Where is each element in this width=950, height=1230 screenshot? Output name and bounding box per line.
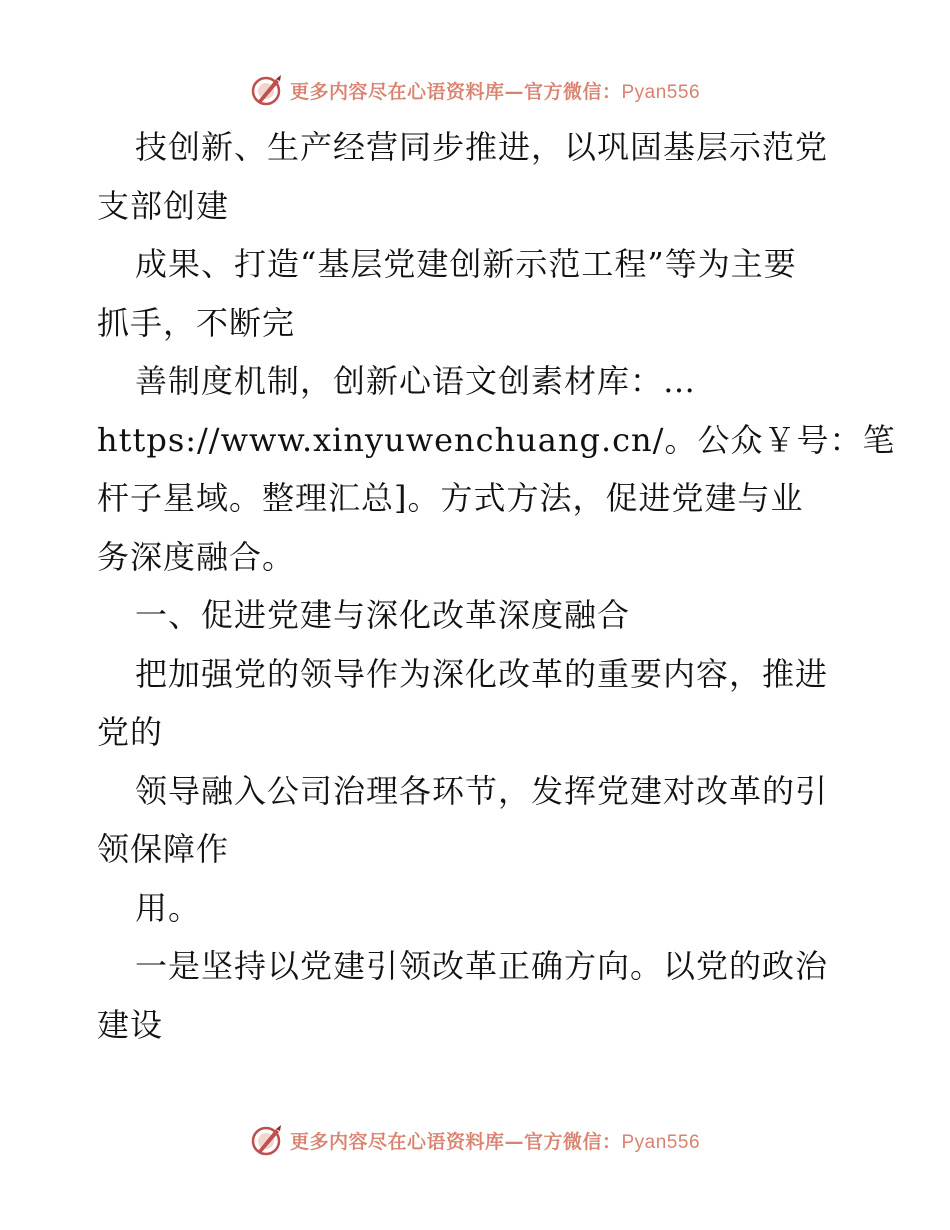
quill-pen-logo-icon xyxy=(250,73,284,107)
footer-watermark xyxy=(0,1120,950,1160)
text-line: 杆子星域。整理汇总]。方式方法，促进党建与业 xyxy=(97,479,804,517)
watermark-text: 更多内容尽在心语资料库—官方微信：Pyan556 xyxy=(289,80,701,103)
watermark-text: 更多内容尽在心语资料库—官方微信：Pyan556 xyxy=(289,1130,701,1153)
watermark-handle: Pyan556 xyxy=(621,81,701,103)
text-line: 领保障作 xyxy=(97,830,230,868)
text-line: 建设 xyxy=(97,1005,164,1044)
text-line: 支部创建 xyxy=(97,186,230,225)
text-line: 一、促进党建与深化改革深度融合 xyxy=(135,596,631,634)
document-body xyxy=(97,118,896,1054)
watermark-handle: Pyan556 xyxy=(621,1131,701,1153)
header-watermark xyxy=(0,70,950,110)
text-line: 领导融入公司治理各环节，发挥党建对改革的引 xyxy=(135,771,829,810)
text-line: 用。 xyxy=(135,888,202,927)
text-line: 把加强党的领导作为深化改革的重要内容，推进 xyxy=(135,654,829,693)
text-line: 一是坚持以党建引领改革正确方向。以党的政治 xyxy=(135,947,829,985)
text-line: 成果、打造“基层党建创新示范工程”等为主要 xyxy=(135,245,797,283)
text-line: 抓手，不断完 xyxy=(97,303,296,342)
text-line: https://www.xinyuwenchuang.cn/。公众￥号：笔 xyxy=(97,420,896,459)
text-line: 务深度融合。 xyxy=(97,537,296,576)
text-line: 党的 xyxy=(97,713,164,751)
text-line: 技创新、生产经营同步推进，以巩固基层示范党 xyxy=(135,128,829,166)
text-line: 善制度机制，创新心语文创素材库：… xyxy=(135,362,697,400)
quill-pen-logo-icon xyxy=(250,1123,284,1157)
